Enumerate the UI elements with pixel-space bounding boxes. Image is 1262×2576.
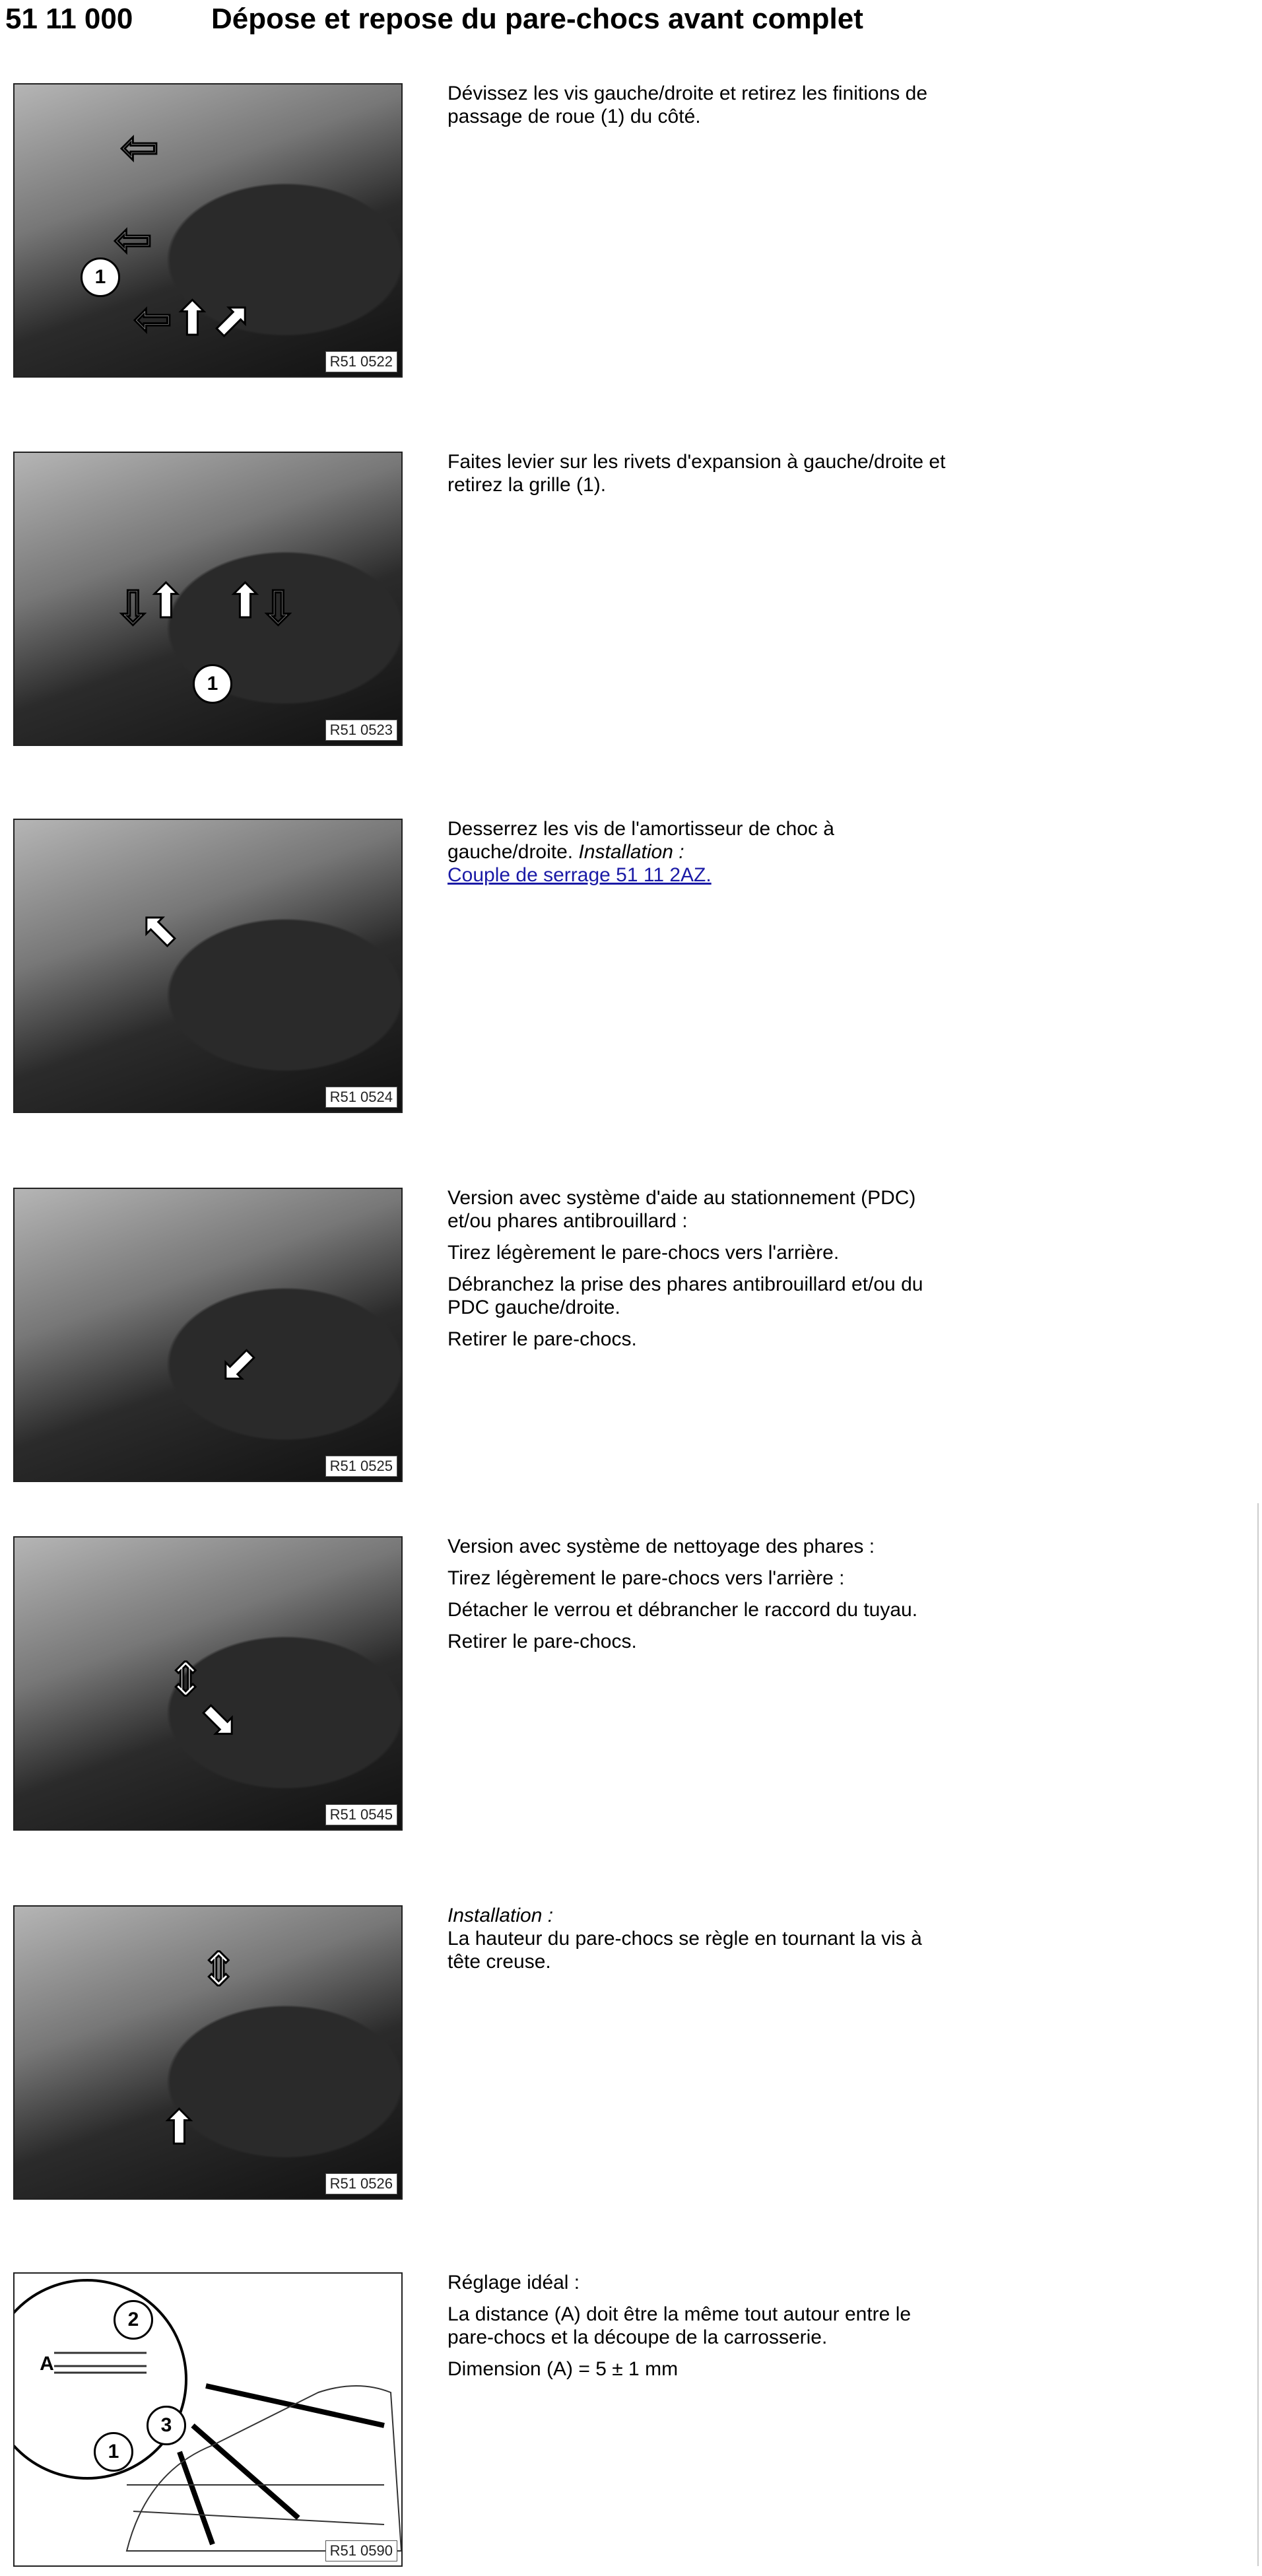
instruction-text: Retirer le pare-chocs.	[448, 1631, 637, 1652]
instruction-text: Desserrez les vis de l'amortisseur de choc à gauche/droite.	[448, 818, 834, 863]
arrow-icon: ⬆	[147, 576, 185, 627]
callout-label: 1	[94, 2432, 133, 2472]
paragraph	[448, 1904, 949, 1973]
figure-number: R51 0545	[325, 1804, 397, 1825]
instruction-step	[0, 1536, 1254, 1840]
instruction-text: Version avec système d'aide au stationnement (PDC) et/ou phares antibrouillard :	[448, 1187, 916, 1232]
step-text	[448, 817, 949, 895]
paragraph	[448, 1535, 949, 1558]
step-illustration	[13, 1536, 403, 1831]
step-illustration	[13, 1905, 403, 2200]
instruction-step	[0, 819, 1254, 1122]
installation-label: Installation :	[578, 841, 684, 863]
paragraph	[448, 1241, 949, 1264]
arrow-icon: ⇦	[114, 214, 152, 265]
instruction-text: Détacher le verrou et débrancher le raccord du tuyau.	[448, 1599, 918, 1621]
instruction-text: Débranchez la prise des phares antibrouillard et/ou du PDC gauche/droite.	[448, 1273, 923, 1318]
repair-code: 51 11 000	[5, 3, 133, 35]
instruction-step	[0, 1905, 1254, 2209]
instruction-text: Réglage idéal :	[448, 2272, 580, 2293]
paragraph	[448, 1598, 949, 1621]
paragraph	[448, 1273, 949, 1319]
paragraph	[448, 450, 949, 496]
step-text	[448, 1186, 949, 1359]
callout-label: A	[40, 2353, 54, 2375]
instruction-step	[0, 452, 1254, 755]
figure-number: R51 0522	[325, 351, 397, 372]
bumper-diagram	[15, 2274, 401, 2565]
step-text	[448, 1904, 949, 1982]
paragraph	[448, 2271, 949, 2294]
instruction-text: La hauteur du pare-chocs se règle en tournant la vis à tête creuse.	[448, 1928, 922, 1973]
callout-label: 1	[81, 257, 120, 297]
instruction-text: Dévissez les vis gauche/droite et retirez les finitions de passage de roue (1) du côté.	[448, 83, 928, 127]
callout-label: 1	[193, 664, 232, 704]
arrow-icon: ⬆	[226, 576, 265, 627]
callout-label: 3	[147, 2406, 186, 2445]
arrow-icon: ⇦	[133, 293, 172, 345]
arrow-icon: ⬋	[219, 1338, 258, 1390]
arrow-icon: ⬆	[160, 2102, 199, 2153]
figure-number: R51 0524	[325, 1087, 397, 1108]
figure-number: R51 0525	[325, 1456, 397, 1477]
step-illustration	[13, 2272, 403, 2567]
scrollbar[interactable]	[1257, 1503, 1259, 2566]
arrow-icon: ⇩	[259, 582, 298, 634]
paragraph	[448, 2357, 949, 2381]
arrow-icon: ⇕	[166, 1654, 205, 1705]
instruction-step	[0, 83, 1254, 387]
arrow-icon: ⬉	[140, 903, 179, 955]
instruction-text: La distance (A) doit être la même tout autour entre le pare-chocs et la découpe de la carrosserie.	[448, 2303, 912, 2348]
instruction-step	[0, 1188, 1254, 1491]
paragraph	[448, 82, 949, 128]
arrow-icon: ⇕	[199, 1944, 238, 1995]
step-illustration	[13, 83, 403, 378]
instruction-text: Version avec système de nettoyage des phares :	[448, 1536, 875, 1557]
paragraph	[448, 1186, 949, 1233]
instruction-text: Retirer le pare-chocs.	[448, 1328, 637, 1350]
step-text	[448, 450, 949, 505]
step-text	[448, 2271, 949, 2389]
figure-number: R51 0526	[325, 2173, 397, 2194]
title-text: Dépose et repose du pare-chocs avant complet	[211, 3, 863, 35]
torque-spec-link[interactable]: Couple de serrage 51 11 2AZ.	[448, 864, 712, 886]
instruction-text: Dimension (A) = 5 ± 1 mm	[448, 2358, 679, 2380]
arrow-icon: ⇩	[114, 582, 152, 634]
callout-label: 2	[114, 2300, 153, 2340]
step-illustration	[13, 452, 403, 746]
installation-label: Installation :	[448, 1905, 554, 1926]
paragraph	[448, 2303, 949, 2349]
step-text	[448, 82, 949, 137]
arrow-icon: ⬈	[213, 293, 251, 345]
page-title	[5, 3, 863, 36]
instruction-step	[0, 2272, 1254, 2576]
step-illustration	[13, 1188, 403, 1482]
arrow-icon: ⬊	[199, 1693, 238, 1745]
instruction-text: Tirez légèrement le pare-chocs vers l'arrière :	[448, 1567, 845, 1589]
paragraph	[448, 1328, 949, 1351]
paragraph	[448, 1567, 949, 1590]
figure-number: R51 0523	[325, 720, 397, 741]
arrow-icon: ⇦	[120, 121, 159, 173]
paragraph	[448, 1630, 949, 1653]
instruction-text: Tirez légèrement le pare-chocs vers l'arrière.	[448, 1242, 840, 1264]
instruction-text: Faites levier sur les rivets d'expansion à gauche/droite et retirez la grille (1).	[448, 451, 946, 496]
arrow-icon: ⬆	[173, 293, 212, 345]
paragraph	[448, 817, 949, 887]
figure-number: R51 0590	[325, 2540, 397, 2561]
step-text	[448, 1535, 949, 1662]
step-illustration	[13, 819, 403, 1113]
